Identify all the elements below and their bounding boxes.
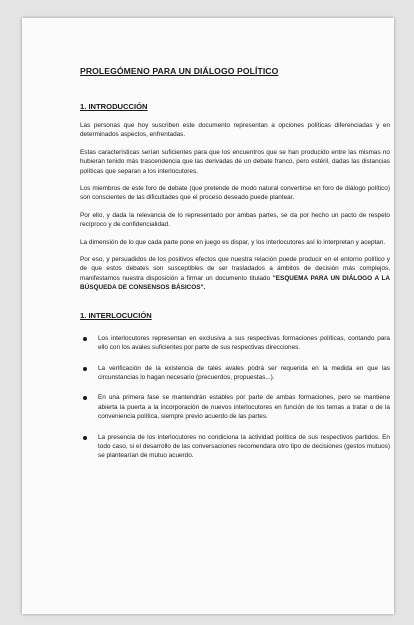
bullet-icon [83,337,87,341]
section-heading-interlocucion: 1. INTERLOCUCIÓN [80,310,152,320]
list-item [80,393,390,421]
bullet-list [80,334,390,461]
paragraph: Por ello, y dada la relevancia de lo representado por ambas partes, se da por hecho un pacto de respeto recíproco y de confidencialidad. [80,211,390,229]
list-item-text: Los interlocutores representan en exclusiva a sus respectivas formaciones políticas, contando para ello con los avales suficientes por parte de sus respectivas direcciones. [98,334,390,352]
document-content [80,66,390,472]
section-heading-introduccion: 1. INTRODUCCIÓN [80,102,148,111]
list-item [80,334,390,353]
paragraph-text: Por eso, y persuadidos de los positivos efectos que nuestra relación puede producir en el entorno político y de que estos debates son susceptibles de ser trasladados a ámbitos de decisión más complejos, manifestamos nuestra disposición a firmar un documento titulado [80,256,390,282]
section-interlocucion [80,311,390,461]
bullet-icon [83,396,87,400]
bullet-icon [83,367,87,371]
document-name-emphasis: "ESQUEMA PARA UN DIÁLOGO A LA BÚSQUEDA DE CONSENSOS BÁSICOS". [80,274,390,292]
list-item [80,433,390,461]
list-item [80,364,390,383]
paragraph: Las personas que hoy suscriben este documento representan a opciones políticas diferenciadas y en determinados aspectos, enfrentadas. [80,122,390,139]
paragraph-with-emphasis [80,255,390,293]
paragraph: Los miembros de este foro de debate (que pretende de modo natural convertirse en foro de diálogo político) son conscientes de las dificultades que el proceso deseado puede plantear. [80,185,390,202]
list-item-text: La presencia de los interlocutores no condiciona la actividad política de sus respectivos partidos. En todo caso, si el desarrollo de las conversaciones recomendara otro tipo de decisiones (gestos mutuos) se plantearían de mutuo acuerdo. [98,433,390,460]
document-page [22,18,394,614]
list-item-text: En una primera fase se mantendrán estables por parte de ambas formaciones, pero se mantiene abierta la puerta a la incorporación de nuevos interlocutores en función de los temas a tratar o de la conveniencia política, siempre previo acuerdo de las partes. [98,394,390,421]
section-introduccion [80,102,390,293]
bullet-icon [83,436,87,440]
paragraph: La dimensión de lo que cada parte pone en juego es dispar, y los interlocutores así lo interpretan y aceptan. [80,238,386,246]
paragraph: Estas características serían suficientes para que los encuentros que se han producido entre las mismas no hubieran tenido más trascendencia que las derivadas de un debate franco, pero estéril, dadas las distancias políticas que separan a los interlocutores. [80,148,390,175]
document-title: PROLEGÓMENO PARA UN DIÁLOGO POLÍTICO [80,66,279,76]
list-item-text: La verificación de la existencia de tales avales podrá ser requerida en la medida en que las circunstancias lo hagan necesario (precuerdos, propuestas...). [98,364,390,381]
